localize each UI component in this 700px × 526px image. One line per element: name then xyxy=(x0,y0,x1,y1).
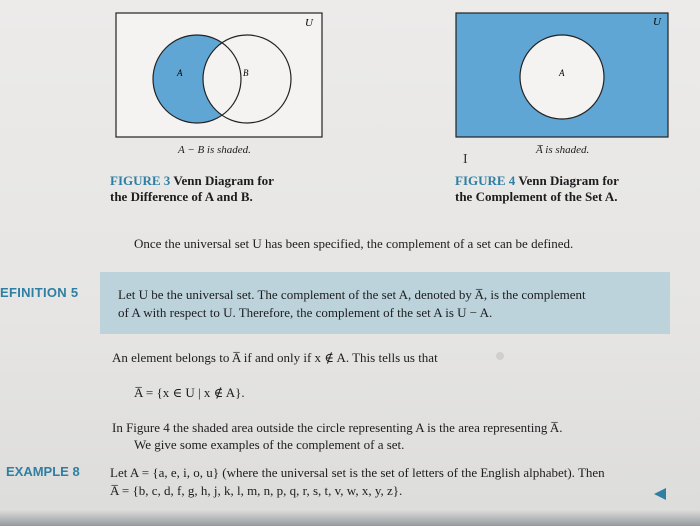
figure3-caption-line1: Venn Diagram for xyxy=(173,173,274,188)
figure3-venn-diagram xyxy=(115,12,325,140)
definition-line1: Let U be the universal set. The complement of the set A, denoted by A̅, is the complement xyxy=(118,287,586,302)
figure4-caption-number: FIGURE 4 xyxy=(455,173,516,188)
figure4-caption-line2: the Complement of the Set A. xyxy=(455,189,618,204)
definition-line2: of A with respect to U. Therefore, the complement of the set A is U − A. xyxy=(118,305,493,320)
intro-paragraph: Once the universal set U has been specified, the complement of a set can be defined. xyxy=(134,236,574,251)
margin-mark xyxy=(496,352,504,360)
body-line1: An element belongs to A̅ if and only if x ∉ A. This tells us that xyxy=(112,350,438,365)
figure3-set-a-label: A xyxy=(177,68,183,78)
figure4-venn-diagram xyxy=(455,12,670,140)
example-line1: Let A = {a, e, i, o, u} (where the universal set is the set of letters of the English alphabet). Then xyxy=(110,465,605,480)
figure3-universe-label: U xyxy=(305,17,313,29)
figure3-set-b-label: B xyxy=(243,68,249,78)
figure3-caption-line2: the Difference of A and B. xyxy=(110,189,253,204)
page-bottom-shadow xyxy=(0,510,700,526)
end-of-example-icon xyxy=(654,488,666,500)
figure3-shaded-caption: A − B is shaded. xyxy=(178,144,251,156)
figure3-caption-number: FIGURE 3 xyxy=(110,173,171,188)
text-cursor-icon: I xyxy=(463,152,468,167)
body-line4: We give some examples of the complement of a set. xyxy=(134,437,405,452)
figure4-caption-line1: Venn Diagram for xyxy=(518,173,619,188)
figure3-caption xyxy=(110,173,274,205)
figure4-shaded-caption: A̅ is shaded. xyxy=(536,144,590,156)
body-line3: In Figure 4 the shaded area outside the circle representing A is the area representing A̅. xyxy=(112,420,563,435)
complement-formula: A̅ = {x ∈ U | x ∉ A}. xyxy=(134,385,245,400)
example-label: EXAMPLE 8 xyxy=(6,464,80,479)
definition-label: EFINITION 5 xyxy=(0,285,79,300)
example-line2: A̅ = {b, c, d, f, g, h, j, k, l, m, n, p, q, r, s, t, v, w, x, y, z}. xyxy=(110,483,403,498)
figure4-caption xyxy=(455,173,619,205)
definition-box xyxy=(100,272,670,334)
figure4-universe-label: U xyxy=(653,16,661,28)
figure4-set-a-label: A xyxy=(559,68,565,78)
